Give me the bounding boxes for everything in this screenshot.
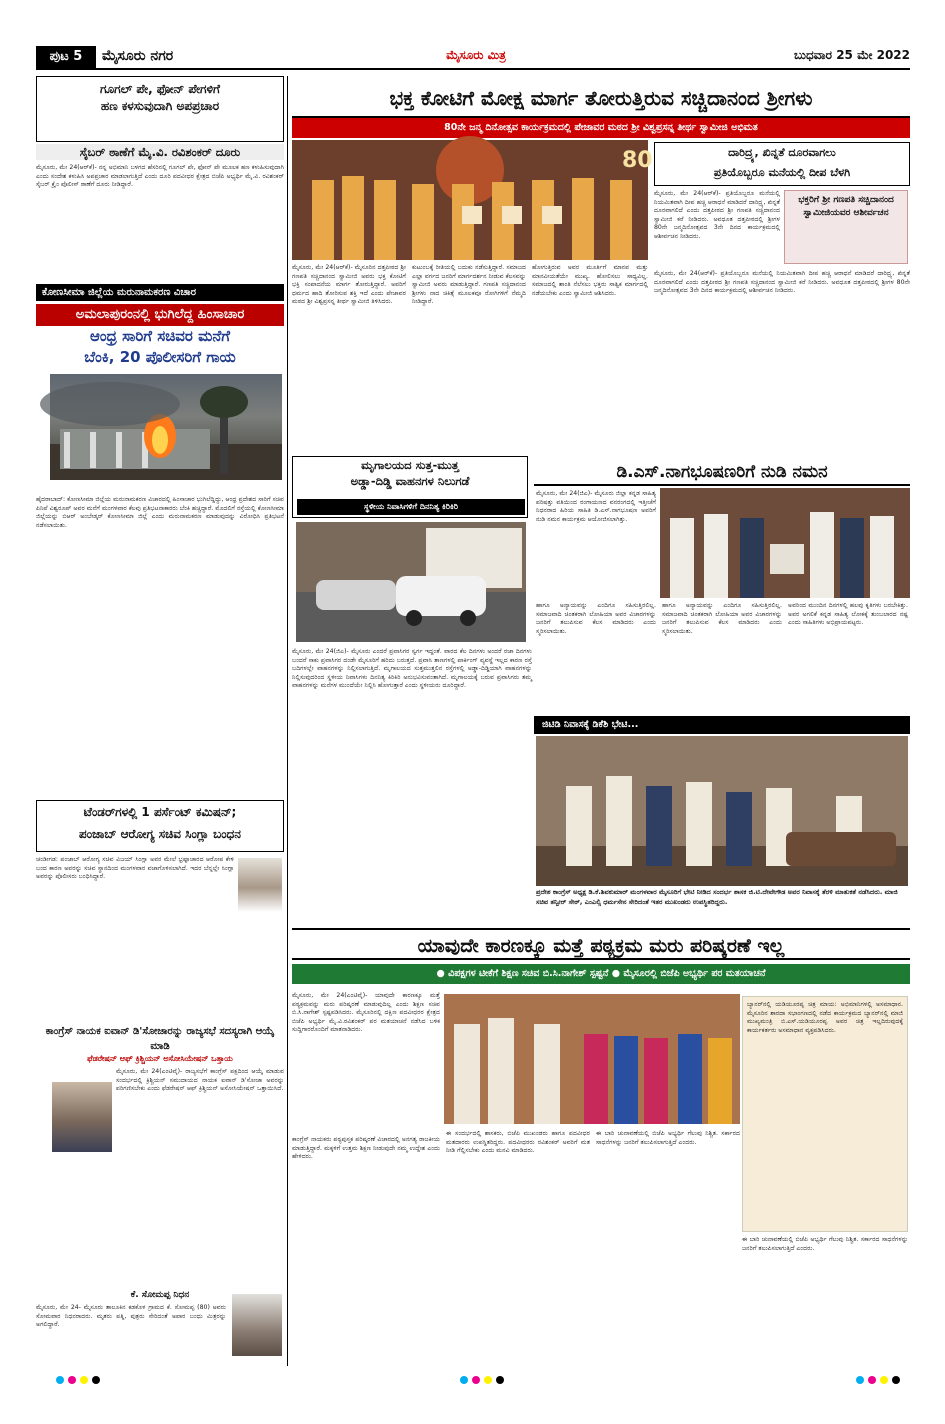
obituary-headline: ಕೆ. ಸೋಮಪ್ಪ ನಿಧನ	[130, 1290, 190, 1300]
headline-line: ಅಡ್ಡಾ-ದಿಡ್ಡಿ ವಾಹನಗಳ ನಿಲುಗಡೆ	[350, 474, 470, 488]
registration-dot	[460, 1376, 468, 1384]
blessing-box	[784, 190, 908, 264]
dk-visit-caption: ಪ್ರದೇಶ ಕಾಂಗ್ರೆಸ್ ಅಧ್ಯಕ್ಷ ಡಿ.ಕೆ.ಶಿವಕುಮಾರ್ ಮಂಗಳವಾರ ಮೈಸೂರಿಗೆ ಭೇಟಿ ನೀಡಿದ ಸಂದರ್ಭ ಶಾಸಕ ಜಿ.ಟಿ.ದೇವೇಗೌಡ ಅವರ ನಿವಾಸಕ್ಕೆ ತೆರಳಿ ಮಾತುಕತೆ ನಡೆಸಿದರು. ಮಾಜಿ ಸಚಿವ ತನ್ವೀರ್ ಸೇಠ್, ಎಂಎಲ್ಸಿ ಧರ್ಮಸೇನ ಸೇರಿದಂತೆ ಇತರ ಮುಖಂಡರು ಉಪಸ್ಥಿತರಿದ್ದರು.	[536, 888, 898, 906]
registration-dot	[80, 1376, 88, 1384]
syllabus-body-col3: ಈ ಬಾರಿ ಚುನಾವಣೆಯಲ್ಲಿ ಬಿಜೆಪಿ ಅಭ್ಯರ್ಥಿ ಗೆಲುವು ನಿಶ್ಚಿತ. ಸರ್ಕಾರದ ಸಾಧನೆಗಳನ್ನು ಜನರಿಗೆ ತಲುಪಿಸಲಾಗುತ್ತಿದೆ ಎಂದರು.	[596, 1130, 740, 1146]
registration-dot	[68, 1376, 76, 1384]
blessing-headline: ಭಕ್ತರಿಗೆ ಶ್ರೀ ಗಣಪತಿ ಸಚ್ಚಿದಾನಂದ ಸ್ವಾಮೀಜಿಯವರ ಆಶೀರ್ವಚನ	[798, 195, 894, 218]
kolar-topic-bar: ಕೋಣಸೀಮಾ ಜಿಲ್ಲೆಯ ಮರುನಾಮಕರಣ ವಿಚಾರ	[36, 284, 284, 301]
registration-dot	[856, 1376, 864, 1384]
cyber-complaint-subheadline: ಸೈಬರ್ ಠಾಣೆಗೆ ಮೈ.ವಿ. ರವಿಶಂಕರ್ ದೂರು	[36, 144, 284, 160]
street-illustration	[296, 522, 526, 642]
syllabus-headline: ಯಾವುದೇ ಕಾರಣಕ್ಕೂ ಮತ್ತೆ ಪಠ್ಯಕ್ರಮ ಮರು ಪರಿಷ್ಕರಣೆ ಇಲ್ಲ	[292, 928, 910, 960]
headline-line: ಪ್ರತಿಯೊಬ್ಬರೂ ಮನೆಯಲ್ಲಿ ದೀಪ ಬೆಳಗಿ	[713, 166, 851, 179]
tender-headline-box	[36, 800, 284, 852]
cyber-complaint-headline-box	[36, 76, 284, 142]
parked-cars-photo	[296, 522, 526, 642]
syllabus-body-intro: ಮೈಸೂರು, ಮೇ 24(ಎಂಟಿವೈ)- ಯಾವುದೇ ಕಾರಣಕ್ಕೂ ಮತ್ತೆ ಪಠ್ಯಕ್ರಮವನ್ನು ಮರು ಪರಿಷ್ಕರಣೆ ಮಾಡುವುದಿಲ್ಲ ಎಂದು ಶಿಕ್ಷಣ ಸಚಿವ ಬಿ.ಸಿ.ನಾಗೇಶ್ ಸ್ಪಷ್ಟಪಡಿಸಿದರು. ಮೈಸೂರಿನಲ್ಲಿ ದಕ್ಷಿಣ ಪದವೀಧರರ ಕ್ಷೇತ್ರದ ಬಿಜೆಪಿ ಅಭ್ಯರ್ಥಿ ಮೈ.ವಿ.ರವಿಶಂಕರ್ ಪರ ಮತಯಾಚನೆ ನಡೆಸಿದ ಬಳಿಕ ಸುದ್ದಿಗಾರರೊಂದಿಗೆ ಮಾತನಾಡಿದರು.	[292, 992, 440, 1034]
fire-illustration	[50, 374, 282, 480]
campaign-illustration	[444, 994, 740, 1124]
lead-body-col2: ಕುಟುಂಬಕ್ಕೆ ರೀತಿಯಲ್ಲಿ ಬದುಕು ನಡೆಸುತ್ತಿದ್ದಾರೆ. ಸಮಾಜದ ಎಲ್ಲಾ ವರ್ಗದ ಜನರಿಗೆ ಮಾರ್ಗದರ್ಶನ ನೀಡುವ ಕೆಲಸವನ್ನು ಸ್ವಾಮೀಜಿ ಅವರು ಮಾಡುತ್ತಿದ್ದಾರೆ. ಗಣಪತಿ ಸಚ್ಚಿದಾನಂದ ಶ್ರೀಗಳು ನಾದ ಚಿಕಿತ್ಸೆ ಮೂಲಕವೂ ರೋಗಿಗಳಿಗೆ ನೆಮ್ಮದಿ ನೀಡಿದ್ದಾರೆ.	[412, 264, 526, 306]
zoo-tagline: ಸ್ಥಳೀಯ ನಿವಾಸಿಗಳಿಗೆ ದಿನನಿತ್ಯ ಕಿರಿಕಿರಿ	[297, 499, 525, 515]
headline-line: ಆಂಧ್ರ ಸಾರಿಗೆ ಸಚಿವರ ಮನೆಗೆ	[90, 327, 230, 345]
headline-line: ಹಣ ಕಳಸುವುದಾಗಿ ಅಪಪ್ರಚಾರ	[100, 99, 220, 113]
syllabus-tagline: ● ವಿಪಕ್ಷಗಳ ಟೀಕೆಗೆ ಶಿಕ್ಷಣ ಸಚಿವ ಬಿ.ಸಿ.ನಾಗೇಶ್ ಸ್ಪಷ್ಟನೆ ● ಮೈಸೂರಲ್ಲಿ ಬಿಜೆಪಿ ಅಭ್ಯರ್ಥಿ ಪರ ಮತಯಾಚನೆ	[292, 964, 910, 984]
newspaper-name: ಮೈಸೂರು ಮಿತ್ರ	[446, 48, 506, 62]
minister-campaign-photo	[444, 994, 740, 1124]
registration-dot	[496, 1376, 504, 1384]
tender-body: ಚಂಡೀಗಡ: ಪಂಜಾಬ್ ಆರೋಗ್ಯ ಸಚಿವ ವಿಜಯ್ ಸಿಂಗ್ಲಾ ಅವರ ಮೇಲೆ ಭ್ರಷ್ಟಾಚಾರದ ಆರೋಪ ಕೇಳಿ ಬಂದ ಕಾರಣ ಅವರನ್ನು ಸಚಿವ ಸ್ಥಾನದಿಂದ ಮಂಗಳವಾರ ವಜಾಗೊಳಿಸಲಾಗಿದೆ. ಇದರ ಬೆನ್ನಲ್ಲೇ ಸಿಂಗ್ಲಾ ಅವರನ್ನು ಪೊಲೀಸರು ಬಂಧಿಸಿದ್ದಾರೆ.	[36, 856, 234, 881]
headline-line: ಬೆಂಕಿ, 20 ಪೊಲೀಸರಿಗೆ ಗಾಯ	[84, 348, 236, 366]
ivan-headline: ಕಾಂಗ್ರೆಸ್ ನಾಯಕ ಐವಾನ್ ಡಿ'ಸೋಜಾರನ್ನು ರಾಜ್ಯಸಭೆ ಸದಸ್ಯರಾಗಿ ಆಯ್ಕೆ ಮಾಡಿ	[45, 1026, 275, 1052]
lead-headline: ಭಕ್ತ ಕೋಟಿಗೆ ಮೋಕ್ಷ ಮಾರ್ಗ ತೋರುತ್ತಿರುವ ಸಚ್ಚಿದಾನಂದ ಶ್ರೀಗಳು	[292, 80, 910, 118]
registration-dot	[880, 1376, 888, 1384]
zoo-body: ಮೈಸೂರು, ಮೇ 24(ಜಿಎ)- ಮೈಸೂರು ಎಂದರೆ ಪ್ರವಾಸಿಗರ ಸ್ವರ್ಗ ಇದ್ದಂತೆ. ವಾರದ ಕೆಲ ದಿನಗಳು ಅಂದರೆ ರಜಾ ದಿನಗಳು ಬಂದರೆ ಸಾಕು ಪ್ರವಾಸಿಗರ ದಂಡೇ ಮೈಸೂರಿಗೆ ಹರಿದು ಬರುತ್ತದೆ. ಪ್ರವಾಸಿ ತಾಣಗಳಲ್ಲಿ ಪಾರ್ಕಿಂಗ್ ವ್ಯವಸ್ಥೆ ಇಲ್ಲದ ಕಾರಣ ರಸ್ತೆ ಬದಿಗಳಲ್ಲೇ ವಾಹನಗಳನ್ನು ನಿಲ್ಲಿಸಲಾಗುತ್ತಿದೆ. ಮೃಗಾಲಯದ ಸುತ್ತಮುತ್ತಲಿನ ರಸ್ತೆಗಳಲ್ಲಿ ಅಡ್ಡಾ-ದಿಡ್ಡಿಯಾಗಿ ವಾಹನಗಳನ್ನು ನಿಲ್ಲಿಸುವುದರಿಂದ ಸ್ಥಳೀಯ ನಿವಾಸಿಗಳು ದಿನನಿತ್ಯ ಕಿರಿಕಿರಿ ಅನುಭವಿಸುವಂತಾಗಿದೆ. ಮೃಗಾಲಯಕ್ಕೆ ಬರುವ ಪ್ರವಾಸಿಗರು ತಮ್ಮ ವಾಹನಗಳನ್ನು ಮನೆಗಳ ಮುಂದೆಯೇ ನಿಲ್ಲಿಸಿ ಹೋಗುತ್ತಾರೆ ಎಂದು ಸ್ಥಳೀಯರು ದೂರಿದ್ದಾರೆ.	[292, 648, 532, 690]
tribute-body-col1: ಹಾಗೂ ಅನ್ಯಾಯವನ್ನು ಎಂದಿಗೂ ಸಹಿಸುತ್ತಿರಲಿಲ್ಲ. ಸಮಾಜವಾದಿ ಚಿಂತಕರಾಗಿ ಲೋಹಿಯಾ ಅವರ ವಿಚಾರಗಳನ್ನು ಜನರಿಗೆ ತಲುಪಿಸುವ ಕೆಲಸ ಮಾಡಿದರು ಎಂದು ಸ್ಮರಿಸಲಾಯಿತು.	[536, 602, 656, 635]
headline-line: ಟೆಂಡರ್‌ಗಳಲ್ಲಿ 1 ಪರ್ಸೆಂಟ್ ಕಮಿಷನ್;	[83, 805, 237, 819]
issue-date: ಬುಧವಾರ 25 ಮೇ 2022	[794, 48, 910, 62]
riot-headline: ಅಮಲಾಪುರಂನಲ್ಲಿ ಭುಗಿಲೆದ್ದ ಹಿಂಸಾಚಾರ	[36, 304, 284, 326]
registration-dot	[892, 1376, 900, 1384]
headline-line: ದಾರಿದ್ರ್ಯ, ಖಿನ್ನತೆ ದೂರವಾಗಲು	[728, 146, 836, 159]
banner-number: 80	[622, 148, 653, 173]
registration-dot	[484, 1376, 492, 1384]
yeddyurappa-banner-box: ಬ್ಯಾನರ್‌ನಲ್ಲಿ ಯಡಿಯೂರಪ್ಪ ಚಿತ್ರ ಮಾಯ: ಅಭಿಮಾನಿಗಳಲ್ಲಿ ಅಸಮಾಧಾನ. ಮೈಸೂರಿನ ಶಾರದಾ ಸಭಾಂಗಣದಲ್ಲಿ ನಡೆದ ಕಾರ್ಯಕ್ರಮದ ಬ್ಯಾನರ್‌ನಲ್ಲಿ ಮಾಜಿ ಮುಖ್ಯಮಂತ್ರಿ ಬಿ.ಎಸ್.ಯಡಿಯೂರಪ್ಪ ಅವರ ಚಿತ್ರ ಇಲ್ಲದಿರುವುದಕ್ಕೆ ಕಾರ್ಯಕರ್ತರು ಅಸಮಾಧಾನ ವ್ಯಕ್ತಪಡಿಸಿದರು.	[742, 996, 908, 1232]
syllabus-body-col4: ಈ ಬಾರಿ ಚುನಾವಣೆಯಲ್ಲಿ ಬಿಜೆಪಿ ಅಭ್ಯರ್ಥಿ ಗೆಲುವು ನಿಶ್ಚಿತ. ಸರ್ಕಾರದ ಸಾಧನೆಗಳನ್ನು ಜನರಿಗೆ ತಲುಪಿಸಲಾಗುತ್ತಿದೆ ಎಂದರು.	[742, 1236, 908, 1252]
lead-subheadline: 80ನೇ ಜನ್ಮ ದಿನೋತ್ಸವ ಕಾರ್ಯಕ್ರಮದಲ್ಲಿ ಪೇಜಾವರ ಮಠದ ಶ್ರೀ ವಿಶ್ವಪ್ರಸನ್ನ ತೀರ್ಥ ಸ್ವಾಮೀಜಿ ಅಭಿಮತ	[292, 118, 910, 138]
obituary-body: ಮೈಸೂರು, ಮೇ 24- ಮೈಸೂರು ತಾಲೂಕಿನ ಕಡಕೊಳ ಗ್ರಾಮದ ಕೆ. ಸೋಮಪ್ಪ (80) ಅವರು ಸೋಮವಾರ ನಿಧನರಾದರು. ಮೃತರು ಪತ್ನಿ, ಪುತ್ರರು ಸೇರಿದಂತೆ ಅಪಾರ ಬಂಧು ಮಿತ್ರರನ್ನು ಅಗಲಿದ್ದಾರೆ.	[36, 1304, 226, 1329]
masthead	[36, 42, 910, 70]
house-fire-photo	[50, 374, 282, 480]
lead-body-col1: ಮೈಸೂರು, ಮೇ 24(ಆರ್‌ಕೆ)- ಮೈಸೂರಿನ ದತ್ತಪೀಠದ ಶ್ರೀ ಗಣಪತಿ ಸಚ್ಚಿದಾನಂದ ಸ್ವಾಮೀಜಿ ಅವರು ಭಕ್ತ ಕೋಟಿಗೆ ಭಕ್ತಿ ಸಂಪಾದನೆಯ ಮಾರ್ಗ ತೋರುತ್ತಿದ್ದಾರೆ. ಅವರಿಗೆ ಧರ್ಮದ ಹಾದಿ ತೋರಿಸುವ ಶಕ್ತಿ ಇದೆ ಎಂದು ಪೇಜಾವರ ಮಠದ ಶ್ರೀ ವಿಶ್ವಪ್ರಸನ್ನ ತೀರ್ಥ ಸ್ವಾಮೀಜಿ ತಿಳಿಸಿದರು.	[292, 264, 406, 306]
riot-body: ಹೈದರಾಬಾದ್: ಕೋಣಸೀಮಾ ಜಿಲ್ಲೆಯ ಮರುನಾಮಕರಣ ವಿಚಾರದಲ್ಲಿ ಹಿಂಸಾಚಾರ ಭುಗಿಲೆದ್ದಿದ್ದು, ಆಂಧ್ರ ಪ್ರದೇಶದ ಸಾರಿಗೆ ಸಚಿವ ಪಿನಿಪೆ ವಿಶ್ವರೂಪ್ ಅವರ ಮನೆಗೆ ಮಂಗಳವಾರ ಕೆಲವು ಪ್ರತಿಭಟನಾಕಾರರು ಬೆಂಕಿ ಹಚ್ಚಿದ್ದಾರೆ. ಮೊದಲಿಗೆ ರಸ್ತೆಯಲ್ಲಿ ಕೋಣಸೀಮಾ ಜಿಲ್ಲೆಯನ್ನು ಬಿಆರ್ ಅಂಬೇಡ್ಕರ್ ಕೋಣಸೀಮಾ ಜಿಲ್ಲೆ ಎಂದು ಮರುನಾಮಕರಣ ಮಾಡುವುದನ್ನು ವಿರೋಧಿಸಿ ಪ್ರತಿಭಟನೆ ನಡೆಸಲಾಯಿತು.	[36, 496, 284, 529]
syllabus-body-col1: ಕಾಂಗ್ರೆಸ್ ನಾಯಕರು ಪಠ್ಯಪುಸ್ತಕ ಪರಿಷ್ಕರಣೆ ವಿಚಾರದಲ್ಲಿ ಅನಗತ್ಯ ರಾಜಕೀಯ ಮಾಡುತ್ತಿದ್ದಾರೆ. ಮಕ್ಕಳಿಗೆ ಉತ್ತಮ ಶಿಕ್ಷಣ ನೀಡುವುದೇ ನಮ್ಮ ಉದ್ದೇಶ ಎಂದು ಹೇಳಿದರು.	[292, 1136, 440, 1161]
lead-body-col3: ಹೋಗುತ್ತಿರುವ ಅವರ ಮೂರ್ತಿಗೆ ಮಾನವ ಮತ್ತು ಮಾನವೀಯತೆಯೇ ಮುಖ್ಯ. ಹೋಲಿಸಲು ಸಾಧ್ಯವಿಲ್ಲ. ಸಮಾಜದಲ್ಲಿ ಶಾಂತಿ ನೆಲೆಸಲು ಭಕ್ತರು ಸಾತ್ವಿಕ ಮಾರ್ಗದಲ್ಲಿ ನಡೆಯಬೇಕು ಎಂದು ಸ್ವಾಮೀಜಿ ಆಶಿಸಿದರು.	[532, 264, 648, 297]
meeting-illustration	[536, 736, 908, 886]
tribute-headline: ಡಿ.ಎಸ್.ನಾಗಭೂಷಣರಿಗೆ ನುಡಿ ನಮನ	[534, 458, 910, 486]
ivan-subheadline: ಫೆಡರೇಷನ್ ಆಫ್ ಕ್ರಿಶ್ಚಿಯನ್ ಅಸೋಸಿಯೇಷನ್ ಒತ್ತಾಯ	[87, 1054, 233, 1063]
poverty-body: ಮೈಸೂರು, ಮೇ 24(ಆರ್‌ಕೆ)- ಪ್ರತಿಯೊಬ್ಬರೂ ಮನೆಯಲ್ಲಿ ನಿಯಮಿತವಾಗಿ ದೀಪ ಹಚ್ಚಿ ಆರಾಧನೆ ಮಾಡಿದರೆ ದಾರಿದ್ರ್ಯ, ಖಿನ್ನತೆ ದೂರವಾಗಲಿದೆ ಎಂದು ದತ್ತಪೀಠದ ಶ್ರೀ ಗಣಪತಿ ಸಚ್ಚಿದಾನಂದ ಸ್ವಾಮೀಜಿ ಕರೆ ನೀಡಿದರು. ಅವಧೂತ ದತ್ತಪೀಠದಲ್ಲಿ ಶ್ರೀಗಳ 80ನೇ ಜನ್ಮದಿನೋತ್ಸವದ 3ನೇ ದಿನದ ಕಾರ್ಯಕ್ರಮದಲ್ಲಿ ಆಶೀರ್ವಚನ ನೀಡಿದರು.	[654, 270, 910, 295]
registration-dot	[868, 1376, 876, 1384]
tribute-body-col2: ಹಾಗೂ ಅನ್ಯಾಯವನ್ನು ಎಂದಿಗೂ ಸಹಿಸುತ್ತಿರಲಿಲ್ಲ. ಸಮಾಜವಾದಿ ಚಿಂತಕರಾಗಿ ಲೋಹಿಯಾ ಅವರ ವಿಚಾರಗಳನ್ನು ಜನರಿಗೆ ತಲುಪಿಸುವ ಕೆಲಸ ಮಾಡಿದರು ಎಂದು ಸ್ಮರಿಸಲಾಯಿತು.	[662, 602, 782, 635]
registration-dot	[92, 1376, 100, 1384]
registration-dot	[56, 1376, 64, 1384]
tribute-body-intro: ಮೈಸೂರು, ಮೇ 24(ಜಿಎ)- ಮೈಸೂರು ಜಿಲ್ಲಾ ಕನ್ನಡ ಸಾಹಿತ್ಯ ಪರಿಷತ್ತು ವತಿಯಿಂದ ರಂಗಾಯಣದ ವನರಂಗದಲ್ಲಿ ಇತ್ತೀಚೆಗೆ ನಿಧನರಾದ ಹಿರಿಯ ಸಾಹಿತಿ ಡಿ.ಎಸ್.ನಾಗಭೂಷಣ ಅವರಿಗೆ ನುಡಿ ನಮನ ಕಾರ್ಯಕ್ರಮ ಆಯೋಜಿಸಲಾಗಿತ್ತು.	[536, 490, 656, 523]
minister-photo	[238, 858, 282, 912]
seers-felicitation-photo	[292, 140, 653, 260]
ivan-dsouza-photo	[52, 1082, 112, 1152]
obituary-photo	[232, 1294, 282, 1356]
zoo-parking-headline-box	[292, 456, 528, 518]
section-name: ಮೈಸೂರು ನಗರ	[102, 48, 174, 64]
cyber-complaint-body: ಮೈಸೂರು, ಮೇ 24(ಆರ್‌ಕೆ)- ನನ್ನ ಅಭಿಮಾನಿ ಬಳಗದ ಹೆಸರಿನಲ್ಲಿ ಗೂಗಲ್ ಪೇ, ಫೋನ್ ಪೇ ಮೂಲಕ ಹಣ ಕಳುಹಿಸುವುದಾಗಿ ಎಂದು ಸಂದೇಶ ಕಳುಹಿಸಿ ಅಪಪ್ರಚಾರ ಮಾಡಲಾಗುತ್ತಿದೆ ಎಂದು ದೂರಿ ಪದವೀಧರ ಕ್ಷೇತ್ರದ ಬಿಜೆಪಿ ಅಭ್ಯರ್ಥಿ ಮೈ.ವಿ. ರವಿಶಂಕರ್ ಸೈಬರ್ ಕ್ರೈಂ ಪೊಲೀಸ್ ಠಾಣೆಗೆ ದೂರು ನೀಡಿದ್ದಾರೆ.	[36, 164, 284, 189]
poverty-headline-box	[654, 142, 910, 186]
poverty-body-intro: ಮೈಸೂರು, ಮೇ 24(ಆರ್‌ಕೆ)- ಪ್ರತಿಯೊಬ್ಬರೂ ಮನೆಯಲ್ಲಿ ನಿಯಮಿತವಾಗಿ ದೀಪ ಹಚ್ಚಿ ಆರಾಧನೆ ಮಾಡಿದರೆ ದಾರಿದ್ರ್ಯ, ಖಿನ್ನತೆ ದೂರವಾಗಲಿದೆ ಎಂದು ದತ್ತಪೀಠದ ಶ್ರೀ ಗಣಪತಿ ಸಚ್ಚಿದಾನಂದ ಸ್ವಾಮೀಜಿ ಕರೆ ನೀಡಿದರು. ಅವಧೂತ ದತ್ತಪೀಠದಲ್ಲಿ ಶ್ರೀಗಳ 80ನೇ ಜನ್ಮದಿನೋತ್ಸವದ 3ನೇ ದಿನದ ಕಾರ್ಯಕ್ರಮದಲ್ಲಿ ಆಶೀರ್ವಚನ ನೀಡಿದರು.	[654, 190, 780, 240]
headline-line: ಗೂಗಲ್ ಪೇ, ಫೋನ್ ಪೇಗಳಿಗೆ	[99, 82, 221, 96]
column-divider	[287, 76, 288, 1366]
syllabus-body-col2: ಈ ಸಂದರ್ಭದಲ್ಲಿ ಶಾಸಕರು, ಬಿಜೆಪಿ ಮುಖಂಡರು ಹಾಗೂ ಪದವೀಧರ ಮತದಾರರು ಉಪಸ್ಥಿತರಿದ್ದರು. ಪದವೀಧರರು ರವಿಶಂಕರ್ ಅವರಿಗೆ ಮತ ನೀಡಿ ಗೆಲ್ಲಿಸಬೇಕು ಎಂದು ಮನವಿ ಮಾಡಿದರು.	[446, 1130, 590, 1155]
ivan-body: ಮೈಸೂರು, ಮೇ 24(ಎಂಟಿವೈ)- ರಾಜ್ಯಸಭೆಗೆ ಕಾಂಗ್ರೆಸ್ ಪಕ್ಷದಿಂದ ಆಯ್ಕೆ ಮಾಡುವ ಸಂದರ್ಭದಲ್ಲಿ ಕ್ರಿಶ್ಚಿಯನ್ ಸಮುದಾಯದ ನಾಯಕ ಐವಾನ್ ಡಿ'ಸೋಜಾ ಅವರನ್ನು ಪರಿಗಣಿಸಬೇಕು ಎಂದು ಫೆಡರೇಷನ್ ಆಫ್ ಕ್ರಿಶ್ಚಿಯನ್ ಅಸೋಸಿಯೇಷನ್ ಒತ್ತಾಯಿಸಿದೆ.	[116, 1068, 284, 1093]
headline-line: ಮೃಗಾಲಯದ ಸುತ್ತ-ಮುತ್ತ	[361, 458, 459, 472]
riot-headline-large	[36, 326, 284, 370]
stage-illustration	[292, 140, 648, 260]
registration-dot	[472, 1376, 480, 1384]
tribute-illustration	[660, 488, 910, 598]
dk-visit-bar: ಜಿಟಿಡಿ ನಿವಾಸಕ್ಕೆ ಡಿಕೆಶಿ ಭೇಟಿ...	[534, 716, 910, 734]
dk-visit-photo	[536, 736, 908, 886]
headline-line: ಪಂಜಾಬ್ ಆರೋಗ್ಯ ಸಚಿವ ಸಿಂಗ್ಲಾ ಬಂಧನ	[79, 827, 241, 841]
tribute-event-photo	[660, 488, 910, 598]
page-number: ಪುಟ 5	[36, 46, 96, 68]
tribute-body-col3: ಅವರಿಂದ ಮುಂದಿನ ದಿನಗಳಲ್ಲಿ ಹಲವು ಕೃತಿಗಳು ಬರಬೇಕಿತ್ತು. ಅವರ ಅಗಲಿಕೆ ಕನ್ನಡ ಸಾಹಿತ್ಯ ಲೋಕಕ್ಕೆ ತುಂಬಲಾರದ ನಷ್ಟ ಎಂದು ಸಾಹಿತಿಗಳು ಅಭಿಪ್ರಾಯಪಟ್ಟರು.	[788, 602, 908, 627]
